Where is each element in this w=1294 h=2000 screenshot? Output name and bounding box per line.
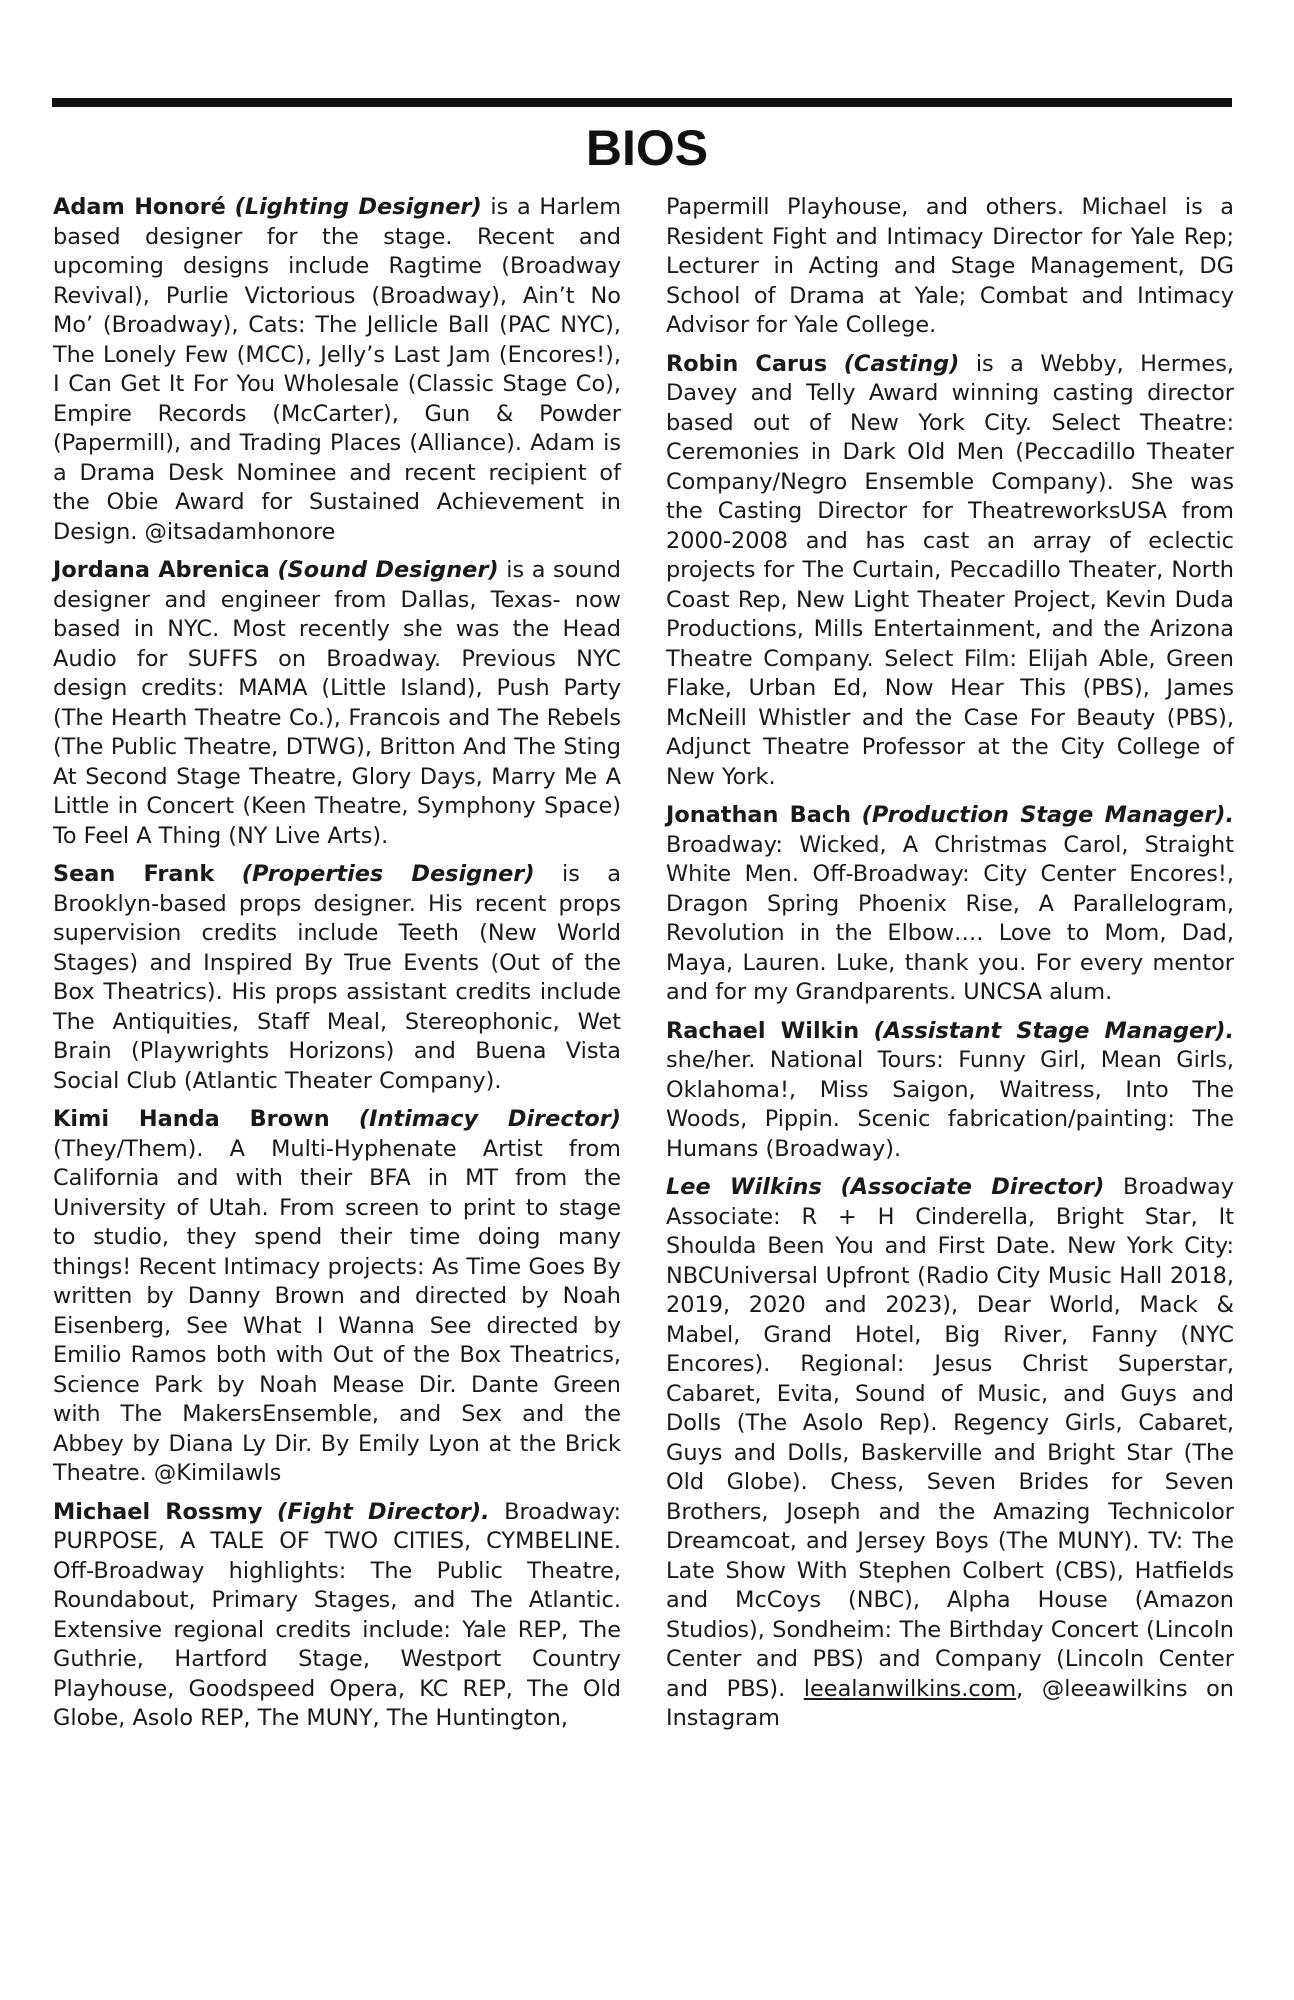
bio-name: Sean Frank xyxy=(53,861,215,887)
left-column xyxy=(53,193,621,1743)
bio-name: Rachael Wilkin xyxy=(666,1017,860,1044)
bio-name: Lee Wilkins xyxy=(666,1174,822,1200)
bio-sean-frank xyxy=(53,860,621,1096)
bio-text-after-link: , @leeawilkins on Instagram xyxy=(666,1675,1234,1731)
bio-adam-honore xyxy=(53,193,621,547)
bio-role: (Production Stage Manager). xyxy=(861,802,1235,828)
website-link[interactable]: leealanwilkins.com xyxy=(803,1675,1017,1702)
bio-name: Robin Carus xyxy=(666,350,828,377)
bio-name: Michael Rossmy xyxy=(53,1498,263,1525)
bio-text: Broadway Associate: R + H Cinderella, Bright Star, It Shoulda Been You and First Date. New York City: NBCUniversal Upfront (Radio City Music Hall 2018, 2019, 2020 and 2023), Dear World, Mack & Mabel, Grand Hotel, Big River, Fanny (NYC Encores). Regional: Jesus Christ Superstar, Cabaret, Evita, Sound of Music, and Guys and Dolls (The Asolo Rep). Regency Girls, Cabaret, Guys and Dolls, Baskerville and Bright Star (The Old Globe). Chess, Seven Brides for Seven Brothers, Joseph and the Amazing Technicolor Dreamcoat, and Jersey Boys (The MUNY). TV: The Late Show With Stephen Colbert (CBS), Hatfields and McCoys (NBC), Alpha House (Amazon Studios), Sondheim: The Birthday Concert (Lincoln Center and PBS) and Company (Lincoln Center and PBS). xyxy=(666,1174,1235,1702)
bio-robin-carus xyxy=(666,350,1234,793)
bio-text: is a sound designer and engineer from Dallas, Texas- now based in NYC. Most recently she was the Head Audio for SUFFS on Broadway. Previous NYC design credits: MAMA (Little Island), Push Party (The Hearth Theatre Co.), Francois and The Rebels (The Public Theatre, DTWG), Britton And The Sting At Second Stage Theatre, Glory Days, Marry Me A Little in Concert (Keen Theatre, Symphony Space) To Feel A Thing (NY Live Arts). xyxy=(53,557,622,849)
bio-name: Kimi Handa Brown xyxy=(53,1106,330,1132)
bio-role: (Properties Designer) xyxy=(241,861,535,887)
bio-lee-wilkins xyxy=(666,1173,1234,1734)
bio-michael-rossmy-continued: Papermill Playhouse, and others. Michael is a Resident Fight and Intimacy Director for Yale Rep; Lecturer in Acting and Stage Management, DG School of Drama at Yale; Combat and Intimacy Advisor for Yale College. xyxy=(666,194,1234,338)
bio-rachael-wilkin xyxy=(666,1017,1234,1165)
top-rule xyxy=(52,98,1232,107)
page-title: BIOS xyxy=(585,120,709,176)
bio-text: is a Brooklyn-based props designer. His recent props supervision credits include Teeth (New World Stages) and Inspired By True Events (Out of the Box Theatrics). His props assistant credits include The Antiquities, Staff Meal, Stereophonic, Wet Brain (Playwrights Horizons) and Buena Vista Social Club (Atlantic Theater Company). xyxy=(53,861,621,1094)
bio-role: (Intimacy Director) xyxy=(358,1106,622,1132)
bio-text: Broadway: PURPOSE, A TALE OF TWO CITIES, CYMBELINE. Off-Broadway highlights: The Public Theatre, Roundabout, Primary Stages, and The Atlantic. Extensive regional credits include: Yale REP, The Guthrie, Hartford Stage, Westport Country Playhouse, Goodspeed Opera, KC REP, The Old Globe, Asolo REP, The MUNY, The Huntington, xyxy=(53,1498,621,1731)
bio-role: (Associate Director) xyxy=(840,1174,1105,1200)
bio-role: (Fight Director). xyxy=(276,1498,490,1525)
bio-text: she/her. National Tours: Funny Girl, Mean Girls, Oklahoma!, Miss Saigon, Waitress, Into The Woods, Pippin. Scenic fabrication/painting: The Humans (Broadway). xyxy=(666,1047,1234,1162)
bio-role: (Lighting Designer) xyxy=(234,194,482,220)
bio-name: Jonathan Bach xyxy=(666,802,852,828)
bio-jonathan-bach xyxy=(666,801,1234,1008)
bio-text: is a Webby, Hermes, Davey and Telly Award winning casting director based out of New York City. Select Theatre: Ceremonies in Dark Old Men (Peccadillo Theater Company/Negro Ensemble Company). She was the Casting Director for TheatreworksUSA from 2000-2008 and has cast an array of eclectic projects for The Curtain, Peccadillo Theater, North Coast Rep, New Light Theater Project, Kevin Duda Productions, Mills Entertainment, and the Arizona Theatre Company. Select Film: Elijah Able, Green Flake, Urban Ed, Now Hear This (PBS), James McNeill Whistler and the Case For Beauty (PBS), Adjunct Theatre Professor at the City College of New York. xyxy=(666,350,1234,790)
bio-name: Jordana Abrenica xyxy=(53,557,270,583)
bio-name: Adam Honoré xyxy=(53,194,226,220)
bio-role: (Sound Designer) xyxy=(277,557,499,583)
bio-kimi-handa-brown xyxy=(53,1105,621,1489)
bio-text: Broadway: Wicked, A Christmas Carol, Straight White Men. Off-Broadway: City Center Encores!, Dragon Spring Phoenix Rise, A Parallelogram, Revolution in the Elbow…. Love to Mom, Dad, Maya, Lauren. Luke, thank you. For every mentor and for my Grandparents. UNCSA alum. xyxy=(666,831,1234,1005)
bio-text: is a Harlem based designer for the stage. Recent and upcoming designs include Ragtime (Broadway Revival), Purlie Victorious (Broadway), Ain’t No Mo’ (Broadway), Cats: The Jellicle Ball (PAC NYC), The Lonely Few (MCC), Jelly’s Last Jam (Encores!), I Can Get It For You Wholesale (Classic Stage Co), Empire Records (McCarter), Gun & Powder (Papermill), and Trading Places (Alliance). Adam is a Drama Desk Nominee and recent recipient of the Obie Award for Sustained Achievement in Design. @itsadamhonore xyxy=(53,194,622,545)
bio-jordana-abrenica xyxy=(53,556,621,851)
bio-role: (Assistant Stage Manager). xyxy=(873,1017,1234,1044)
bio-michael-rossmy xyxy=(53,1498,621,1734)
bio-role: (Casting) xyxy=(843,350,960,377)
right-column xyxy=(666,193,1234,1743)
bio-text: (They/Them). A Multi-Hyphenate Artist from California and with their BFA in MT from the University of Utah. From screen to print to stage to studio, they spend their time doing many things! Recent Intimacy projects: As Time Goes By written by Danny Brown and directed by Noah Eisenberg, See What I Wanna See directed by Emilio Ramos both with Out of the Box Theatrics, Science Park by Noah Mease Dir. Dante Green with The MakersEnsemble, and Sex and the Abbey by Diana Ly Dir. By Emily Lyon at the Brick Theatre. @Kimilawls xyxy=(53,1135,621,1486)
